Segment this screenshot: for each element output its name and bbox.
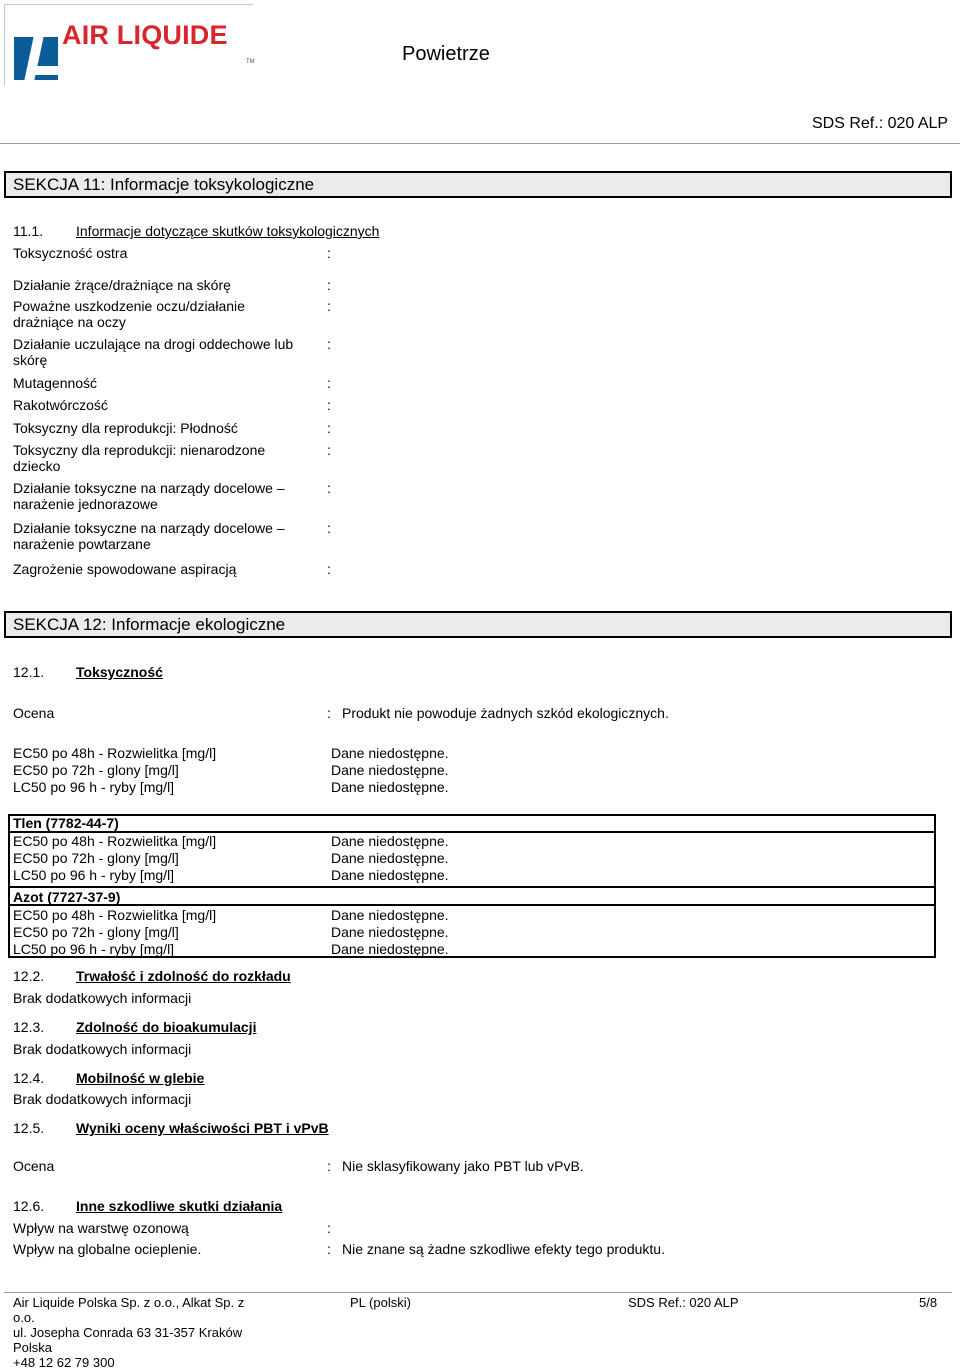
component-name: Tlen (7782-44-7) bbox=[13, 815, 119, 831]
ecotox-label: LC50 po 96 h - ryby [mg/l] bbox=[13, 867, 175, 883]
subsection-text: Brak dodatkowych informacji bbox=[13, 990, 192, 1006]
footer-country: Polska bbox=[13, 1340, 53, 1355]
pbt-assessment-label: Ocena bbox=[13, 1158, 55, 1174]
subsection-12-2 bbox=[13, 968, 291, 984]
assessment-label: Ocena bbox=[13, 705, 55, 721]
ecotox-label: EC50 po 48h - Rozwielitka [mg/l] bbox=[13, 907, 217, 923]
assessment-value: Produkt nie powoduje żadnych szkód ekologicznych. bbox=[342, 705, 669, 721]
ecotox-label: EC50 po 72h - glony [mg/l] bbox=[13, 762, 179, 778]
tox-row-colon: : bbox=[327, 397, 331, 413]
ecotox-label: EC50 po 48h - Rozwielitka [mg/l] bbox=[13, 833, 217, 849]
footer-page-number: 5/8 bbox=[919, 1295, 938, 1310]
ecotox-value: Dane niedostępne. bbox=[331, 779, 449, 795]
subsection-12-4 bbox=[13, 1070, 204, 1086]
ecotox-label: EC50 po 48h - Rozwielitka [mg/l] bbox=[13, 745, 217, 761]
ecotox-label: LC50 po 96 h - ryby [mg/l] bbox=[13, 779, 175, 795]
ecotox-label: LC50 po 96 h - ryby [mg/l] bbox=[13, 941, 175, 957]
component-labels bbox=[13, 833, 323, 884]
subsection-12-5 bbox=[13, 1120, 329, 1136]
tox-row-colon: : bbox=[327, 375, 331, 391]
tox-row-colon: : bbox=[327, 277, 331, 293]
subsection-title: Inne szkodliwe skutki działania bbox=[76, 1198, 283, 1214]
ecotox-value: Dane niedostępne. bbox=[331, 745, 449, 761]
tox-row-colon: : bbox=[327, 336, 331, 352]
tox-row-label: Zagrożenie spowodowane aspiracją bbox=[13, 561, 237, 577]
subsection-title: Trwałość i zdolność do rozkładu bbox=[76, 968, 291, 984]
header-divider bbox=[0, 143, 960, 144]
subsection-title: Mobilność w glebie bbox=[76, 1070, 205, 1086]
tox-row-label: Poważne uszkodzenie oczu/działanie drażniące na oczy bbox=[13, 298, 245, 330]
logo-trademark: TM bbox=[246, 59, 255, 65]
tox-row-label: Działanie toksyczne na narządy docelowe – narażenie jednorazowe bbox=[13, 480, 285, 512]
header-sds-ref: SDS Ref.: 020 ALP bbox=[812, 115, 949, 132]
subsection-text: Brak dodatkowych informacji bbox=[13, 1041, 192, 1057]
ecotox-label: EC50 po 72h - glony [mg/l] bbox=[13, 850, 179, 866]
footer-sds-ref: SDS Ref.: 020 ALP bbox=[628, 1295, 739, 1310]
tox-row-colon: : bbox=[327, 245, 331, 261]
footer-company-name: Air Liquide Polska Sp. z o.o., Alkat Sp. z o.o. bbox=[13, 1295, 245, 1325]
other-effects-colon: : bbox=[327, 1220, 331, 1236]
tox-row-colon: : bbox=[327, 480, 331, 496]
ecotox-value: Dane niedostępne. bbox=[331, 941, 449, 957]
ecotox-value: Dane niedostępne. bbox=[331, 867, 449, 883]
assessment-colon: : bbox=[327, 705, 331, 721]
tox-row-colon: : bbox=[327, 420, 331, 436]
component-header-divider bbox=[8, 904, 936, 906]
tox-row-label: Toksyczny dla reprodukcji: nienarodzone dziecko bbox=[13, 442, 266, 474]
logo-text: AIR LIQUIDE bbox=[62, 20, 228, 50]
subsection-number: 12.5. bbox=[13, 1120, 45, 1136]
subsection-12-1 bbox=[13, 664, 163, 680]
tox-row-colon: : bbox=[327, 298, 331, 314]
ecotox-value: Dane niedostępne. bbox=[331, 762, 449, 778]
other-effects-value: Nie znane są żadne szkodliwe efekty tego produktu. bbox=[342, 1241, 665, 1257]
other-effects-colon: : bbox=[327, 1241, 331, 1257]
footer-address: ul. Josepha Conrada 63 31-357 Kraków bbox=[13, 1325, 243, 1340]
tox-row-label: Toksyczny dla reprodukcji: Płodność bbox=[13, 420, 238, 436]
tox-row-label: Działanie uczulające na drogi oddechowe lub skórę bbox=[13, 336, 294, 368]
subsection-title: Toksyczność bbox=[76, 664, 163, 680]
ecotox-value: Dane niedostępne. bbox=[331, 907, 449, 923]
pbt-assessment-value: Nie sklasyfikowany jako PBT lub vPvB. bbox=[342, 1158, 584, 1174]
tox-row-label: Działanie toksyczne na narządy docelowe – narażenie powtarzane bbox=[13, 520, 285, 552]
footer-phone: +48 12 62 79 300 bbox=[13, 1355, 115, 1370]
subsection-number: 12.6. bbox=[13, 1198, 45, 1214]
component-name: Azot (7727-37-9) bbox=[13, 889, 121, 905]
ecotox-value: Dane niedostępne. bbox=[331, 850, 449, 866]
subsection-number: 11.1. bbox=[13, 223, 44, 239]
air-liquide-logo-icon bbox=[14, 37, 58, 80]
footer-company bbox=[13, 1295, 253, 1370]
other-effects-label: Wpływ na warstwę ozonową bbox=[13, 1220, 189, 1236]
subsection-text: Brak dodatkowych informacji bbox=[13, 1091, 192, 1107]
footer-divider bbox=[4, 1292, 952, 1293]
component-labels bbox=[13, 907, 323, 958]
tox-row-label: Mutagenność bbox=[13, 375, 98, 391]
subsection-12-3 bbox=[13, 1019, 256, 1035]
ecotox-labels bbox=[13, 745, 323, 796]
tox-row-label: Działanie żrące/drażniące na skórę bbox=[13, 277, 231, 293]
ecotox-value: Dane niedostępne. bbox=[331, 924, 449, 940]
subsection-title: Zdolność do bioakumulacji bbox=[76, 1019, 257, 1035]
tox-row-colon: : bbox=[327, 442, 331, 458]
tox-row-colon: : bbox=[327, 561, 331, 577]
pbt-assessment-colon: : bbox=[327, 1158, 331, 1174]
subsection-number: 12.2. bbox=[13, 968, 45, 984]
ecotox-value: Dane niedostępne. bbox=[331, 833, 449, 849]
ecotox-values bbox=[331, 745, 449, 796]
subsection-12-6 bbox=[13, 1198, 282, 1214]
ecotox-label: EC50 po 72h - glony [mg/l] bbox=[13, 924, 179, 940]
other-effects-label: Wpływ na globalne ocieplenie. bbox=[13, 1241, 202, 1257]
component-divider bbox=[8, 886, 936, 888]
subsection-11-1 bbox=[13, 223, 379, 239]
subsection-number: 12.1. bbox=[13, 664, 45, 680]
tox-row-label: Toksyczność ostra bbox=[13, 245, 128, 261]
subsection-number: 12.3. bbox=[13, 1019, 45, 1035]
section-12-title: SEKCJA 12: Informacje ekologiczne bbox=[4, 611, 952, 638]
component-values bbox=[331, 833, 449, 884]
section-11-title: SEKCJA 11: Informacje toksykologiczne bbox=[4, 171, 952, 198]
component-values bbox=[331, 907, 449, 958]
tox-row-label: Rakotwórczość bbox=[13, 397, 108, 413]
footer-language: PL (polski) bbox=[350, 1295, 411, 1310]
subsection-number: 12.4. bbox=[13, 1070, 45, 1086]
subsection-title: Informacje dotyczące skutków toksykologicznych bbox=[76, 223, 380, 239]
tox-row-colon: : bbox=[327, 520, 331, 536]
subsection-title: Wyniki oceny właściwości PBT i vPvB bbox=[76, 1120, 329, 1136]
page-title: Powietrze bbox=[402, 43, 490, 65]
